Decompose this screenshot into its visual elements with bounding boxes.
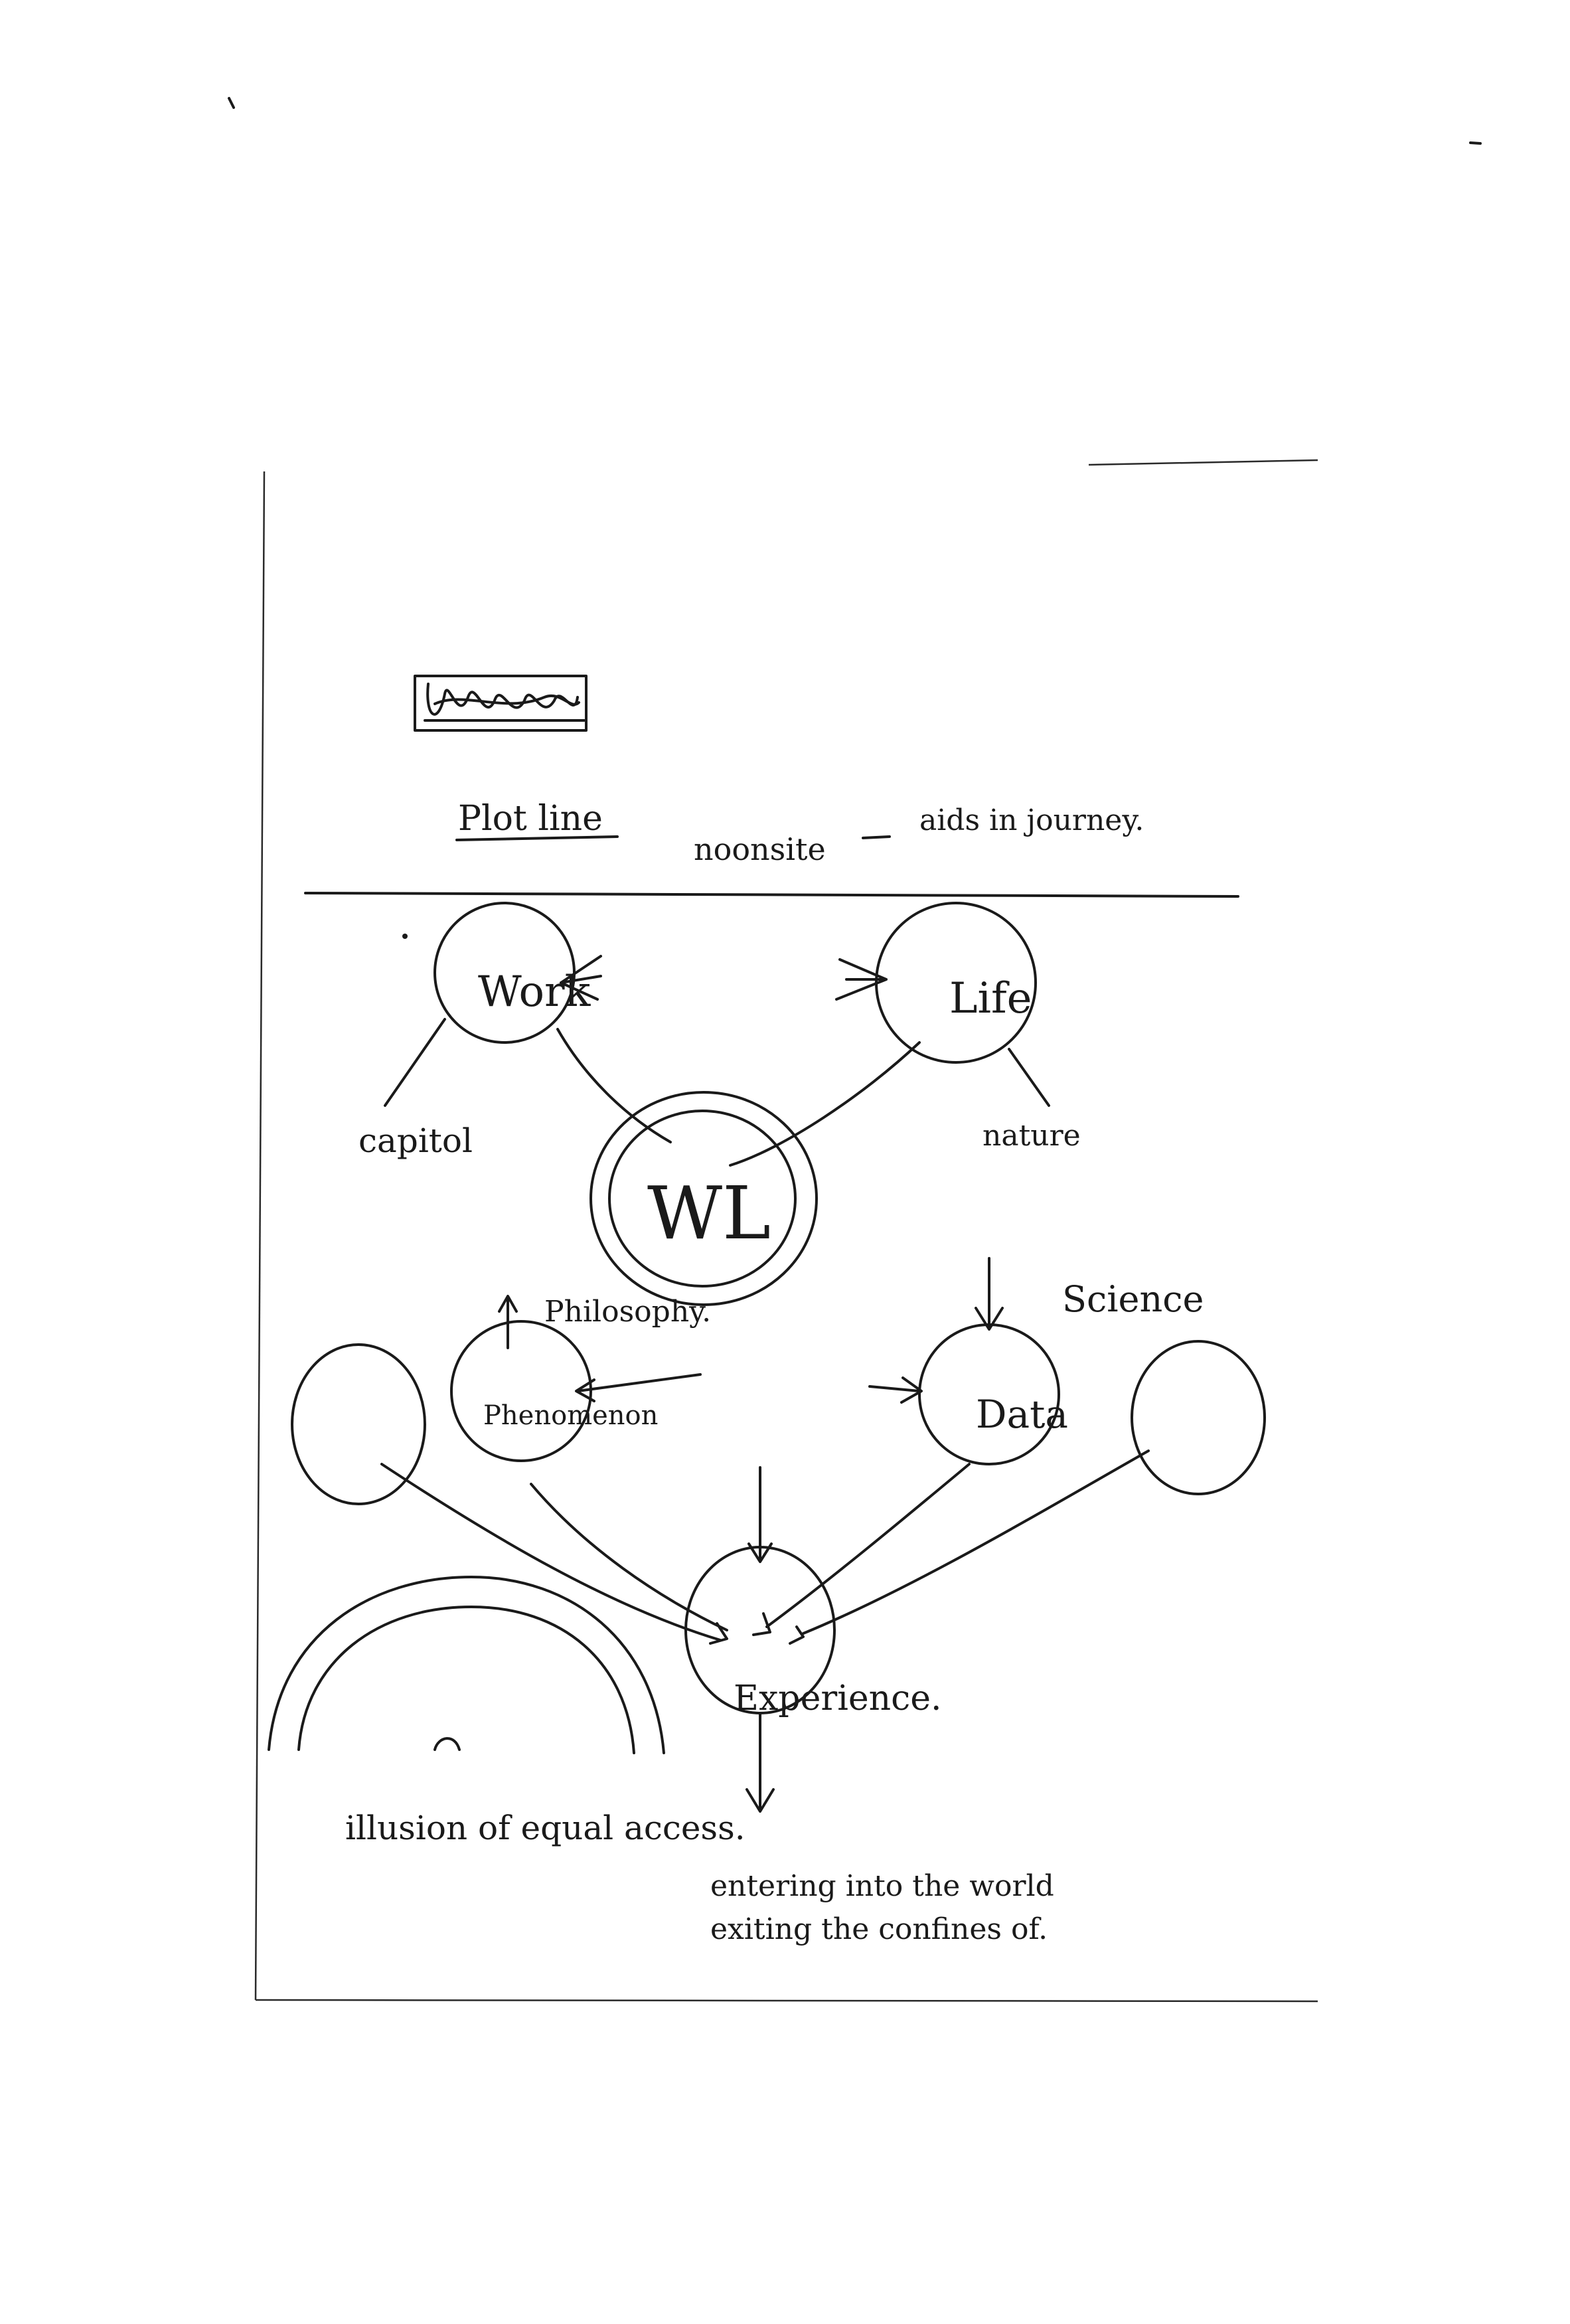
right-circle-to-experience (803, 1451, 1148, 1633)
phenomenon-arrow-in (578, 1374, 700, 1391)
outer-arc (269, 1577, 664, 1753)
work-node (435, 903, 601, 1042)
plot-line-rule (305, 893, 1238, 896)
wl-label: WL (647, 1171, 771, 1256)
scribbled-out-box (415, 676, 586, 730)
nature-label: nature (982, 1119, 1081, 1153)
stray-dot (402, 934, 408, 939)
dash-mark (863, 837, 890, 838)
double-arc (269, 1577, 664, 1753)
wl-node (591, 1092, 817, 1305)
left-circle-to-experience (382, 1464, 720, 1640)
data-to-experience (767, 1464, 969, 1627)
life-node (836, 903, 1036, 1062)
life-label: Life (949, 974, 1032, 1023)
data-label: Data (976, 1392, 1068, 1437)
plot-line-label: Plot line (458, 799, 603, 839)
phenomenon-node (451, 1321, 700, 1461)
life-to-wl-line (730, 1042, 919, 1165)
illusion-label: illusion of equal access. (345, 1809, 746, 1847)
stray-mark-top-left (229, 98, 234, 108)
nature-connector (1009, 1049, 1049, 1106)
small-cap-mark (435, 1738, 459, 1750)
entering-label: entering into the world (710, 1869, 1054, 1903)
right-empty-circle (1132, 1341, 1265, 1494)
science-label: Science (1062, 1278, 1204, 1320)
phenomenon-circle (451, 1321, 591, 1461)
phenomenon-label: Phenomenon (483, 1400, 659, 1431)
phenomenon-to-experience (531, 1484, 727, 1630)
exiting-label: exiting the confines of. (710, 1912, 1048, 1946)
data-left-arrow (870, 1386, 919, 1391)
philosophy-label: Philosophy. (544, 1295, 712, 1329)
experience-label: Experience. (734, 1679, 942, 1718)
aids-in-journey-label: aids in journey. (919, 803, 1144, 837)
noonsite-label: noonsite (694, 831, 826, 867)
capitol-label: capitol (358, 1121, 473, 1160)
data-node (870, 1258, 1068, 1464)
work-label: Work (478, 967, 591, 1017)
capitol-connector (385, 1019, 445, 1106)
inner-arc (299, 1607, 634, 1753)
